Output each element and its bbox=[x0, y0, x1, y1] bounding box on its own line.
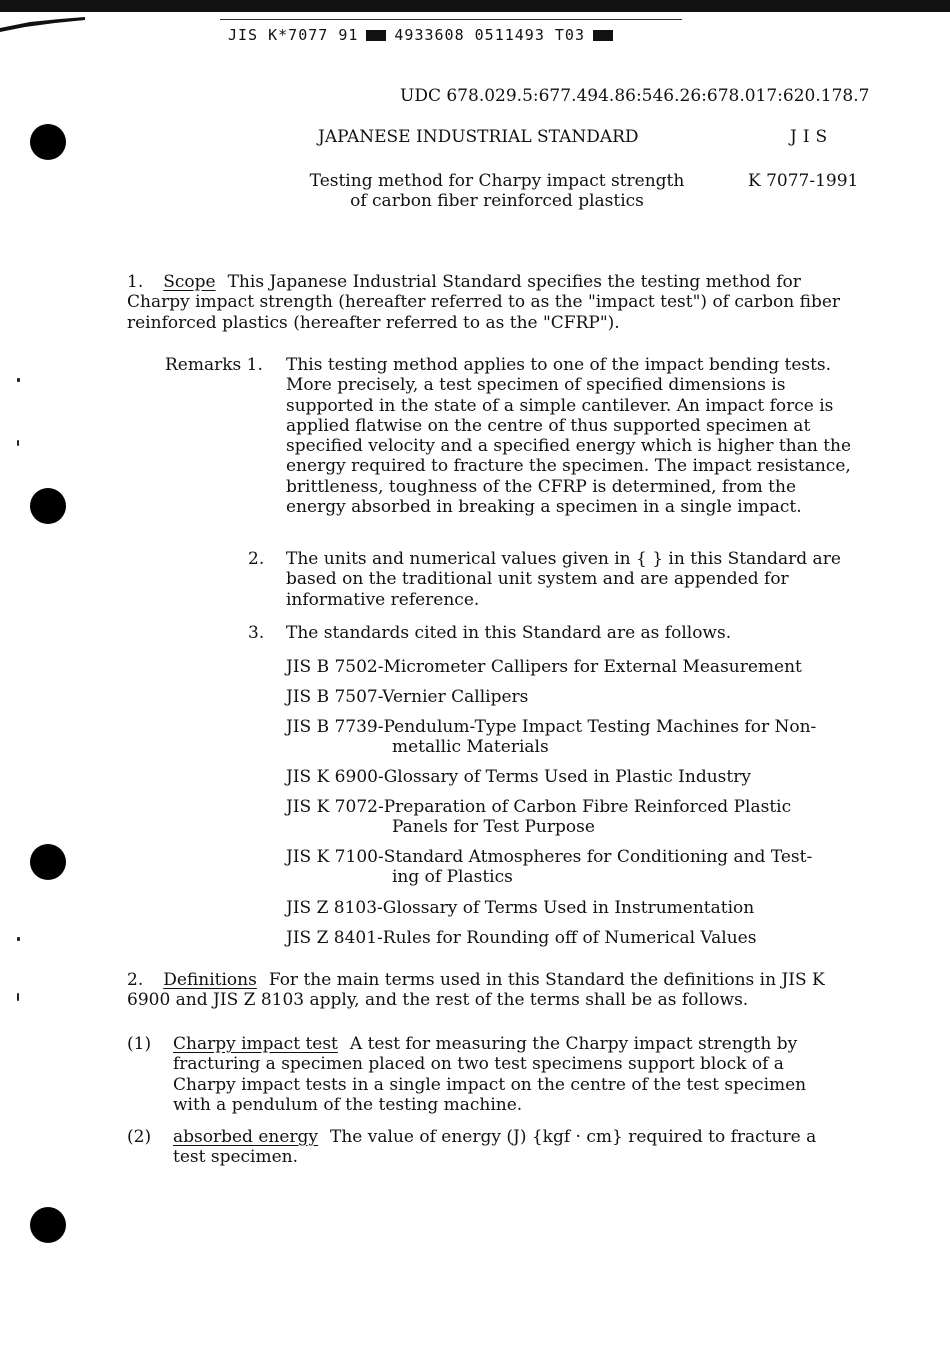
definitions-section bbox=[127, 970, 849, 1011]
cited-standard bbox=[286, 847, 856, 888]
scope-text: This Japanese Industrial Standard specifies the testing method for Charpy impact strength (hereafter referred to as the "impact test") of carbon fiber reinforced plastics (hereafter referred to as the "CFRP"). bbox=[127, 272, 841, 333]
barcode-text-1: JIS K*7077 91 bbox=[228, 26, 359, 44]
remark-3-text: The standards cited in this Standard are as follows. bbox=[286, 623, 732, 643]
title-line-1: Testing method for Charpy impact strength bbox=[309, 171, 685, 191]
definitions-number: 2. bbox=[127, 970, 144, 990]
barcode-block bbox=[593, 30, 613, 41]
cited-standard bbox=[286, 928, 856, 948]
remark-2-text: The units and numerical values given in { } in this Standard are based on the traditional unit system and are appended for informative reference. bbox=[286, 549, 841, 610]
definitions-heading: Definitions bbox=[163, 970, 257, 990]
cited-standard-continuation: ing of Plastics bbox=[392, 867, 513, 888]
remark-3-number: 3. bbox=[248, 623, 265, 643]
punch-hole bbox=[30, 1207, 66, 1243]
scope-number: 1. bbox=[127, 272, 144, 292]
barcode-line bbox=[228, 26, 613, 44]
document-title bbox=[297, 171, 697, 211]
scan-top-edge bbox=[0, 0, 950, 12]
cited-standard-title: JIS K 6900-Glossary of Terms Used in Plastic Industry bbox=[286, 767, 751, 787]
header-rule bbox=[220, 19, 682, 20]
cited-standard bbox=[286, 898, 856, 918]
definition-1-text: A test for measuring the Charpy impact strength by fracturing a specimen placed on two test specimens support block of a Charpy impact tests in a single impact on the centre of the test specimen with a pendulum of the testing machine. bbox=[173, 1034, 807, 1115]
punch-hole bbox=[30, 844, 66, 880]
remarks-label: Remarks 1. bbox=[165, 355, 263, 375]
scan-smudge-mark bbox=[0, 14, 85, 32]
remark-2-number: 2. bbox=[248, 549, 265, 569]
standard-name: JAPANESE INDUSTRIAL STANDARD bbox=[318, 127, 639, 147]
cited-standard-title: JIS B 7739-Pendulum-Type Impact Testing Machines for Non- bbox=[286, 717, 817, 737]
definitions-text: For the main terms used in this Standard the definitions in JIS K 6900 and JIS Z 8103 apply, and the rest of the terms shall be as follows. bbox=[127, 970, 825, 1011]
cited-standard-title: JIS K 7100-Standard Atmospheres for Conditioning and Test- bbox=[286, 847, 813, 867]
cited-standard bbox=[286, 687, 856, 707]
cited-standard-title: JIS Z 8401-Rules for Rounding off of Numerical Values bbox=[286, 928, 757, 948]
barcode-text-2: 4933608 0511493 T03 bbox=[394, 26, 585, 44]
scan-speck bbox=[17, 378, 20, 382]
cited-standard-title: JIS Z 8103-Glossary of Terms Used in Instrumentation bbox=[286, 898, 755, 918]
cited-standard bbox=[286, 657, 856, 677]
cited-standard-continuation: metallic Materials bbox=[392, 737, 549, 758]
jis-mark: JIS bbox=[790, 127, 834, 147]
punch-hole bbox=[30, 488, 66, 524]
definition-2-term: absorbed energy bbox=[173, 1127, 319, 1147]
udc-code: UDC 678.029.5:677.494.86:546.26:678.017:620.178.7 bbox=[400, 86, 870, 106]
definition-2 bbox=[173, 1127, 853, 1168]
scan-speck bbox=[17, 440, 19, 446]
cited-standard-continuation: Panels for Test Purpose bbox=[392, 817, 595, 838]
cited-standard bbox=[286, 767, 856, 787]
definition-1 bbox=[173, 1034, 843, 1115]
punch-hole bbox=[30, 124, 66, 160]
scan-speck bbox=[17, 937, 20, 941]
definition-1-number: (1) bbox=[127, 1034, 152, 1054]
definition-2-text: The value of energy (J) {kgf · cm} required to fracture a test specimen. bbox=[173, 1127, 817, 1168]
scan-speck bbox=[17, 993, 19, 1001]
definition-2-number: (2) bbox=[127, 1127, 152, 1147]
scope-section bbox=[127, 272, 849, 333]
scope-heading: Scope bbox=[163, 272, 216, 292]
cited-standard bbox=[286, 717, 856, 758]
remark-1-text: This testing method applies to one of the impact bending tests. More precisely, a test specimen of specified dimensions is supported in the state of a simple cantilever. An impact force is applied flatwise on the centre of thus supported specimen at specified velocity and a specified energy which is higher than the energy required to fracture the specimen. The impact resistance, brittleness, toughness of the CFRP is determined, from the energy absorbed in breaking a specimen in a single impact. bbox=[286, 355, 852, 518]
title-line-2: of carbon fiber reinforced plastics bbox=[350, 191, 644, 211]
barcode-block bbox=[366, 30, 386, 41]
document-number: K 7077-1991 bbox=[748, 171, 859, 191]
cited-standard-title: JIS K 7072-Preparation of Carbon Fibre Reinforced Plastic bbox=[286, 797, 792, 817]
cited-standard bbox=[286, 797, 856, 838]
definition-1-term: Charpy impact test bbox=[173, 1034, 338, 1054]
cited-standard-title: JIS B 7502-Micrometer Callipers for External Measurement bbox=[286, 657, 802, 677]
cited-standard-title: JIS B 7507-Vernier Callipers bbox=[286, 687, 529, 707]
